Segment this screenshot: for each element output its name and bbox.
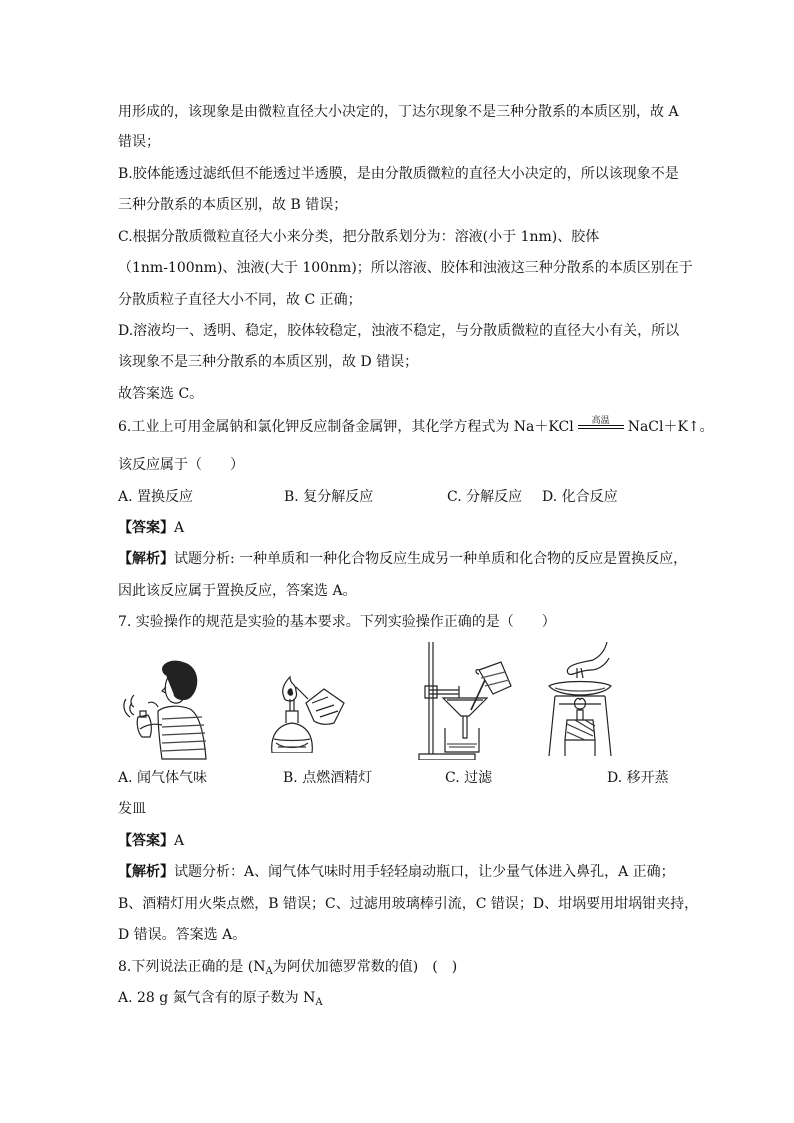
q6-answer	[118, 519, 184, 537]
reaction-condition-label: 高温	[591, 416, 610, 426]
q7-option-d-continued: 发皿	[118, 801, 146, 817]
q6-option-c: C. 分解反应	[447, 489, 523, 505]
filtration-illustration	[415, 640, 525, 760]
q8-option-a-subscript: A	[315, 997, 323, 1008]
q7-analysis-2: B、酒精灯用火柴点燃，B 错误；C、过滤用玻璃棒引流，C 错误；D、坩埚要用坩埚钳夹持，	[118, 896, 699, 912]
q5-analysis-line-3: B.胶体能透过滤纸但不能透过半透膜，是由分散质微粒的直径大小决定的，所以该现象不是	[118, 166, 679, 182]
q8-stem-suffix: 为阿伏加德罗常数的值) ( )	[272, 959, 458, 975]
q8-stem-subscript: A	[265, 966, 273, 977]
q5-analysis-line-8: D.溶液均一、透明、稳定，胶体较稳定，浊液不稳定，与分散质微粒的直径大小有关，所以	[118, 323, 680, 339]
q6-analysis-text-1: 试题分析: 一种单质和一种化合物反应生成另一种单质和化合物的反应是置换反应，	[174, 551, 688, 567]
q8-option-a	[118, 989, 323, 1012]
q6-option-a: A. 置换反应	[118, 489, 194, 505]
q6-analysis-1	[118, 550, 687, 568]
q6-analysis-2: 因此该反应属于置换反应，答案选 A。	[118, 583, 357, 599]
q6-stem-prefix: 6.工业上可用金属钠和氯化钾反应制备金属钾，其化学方程式为 Na＋KCl	[118, 419, 574, 435]
q7-analysis-text-1: 试题分析：A、闻气体气味时用手轻轻扇动瓶口，让少量气体进入鼻孔，A 正确；	[174, 864, 675, 880]
q7-analysis-1	[118, 863, 675, 881]
q6-answer-value: A	[174, 520, 185, 536]
q8-stem	[118, 958, 457, 981]
smell-gas-illustration	[118, 655, 210, 760]
q7-option-b: B. 点燃酒精灯	[283, 770, 373, 786]
q8-option-a-prefix: A. 28 g 氮气含有的原子数为 N	[118, 990, 316, 1006]
evaporating-dish-illustration	[545, 640, 625, 760]
q6-stem-suffix: NaCl＋K↑。	[627, 419, 714, 435]
q6-stem	[118, 418, 714, 436]
q6-stem-2: 该反应属于（ ）	[118, 457, 244, 473]
q7-answer-label: 【答案】	[118, 833, 174, 849]
q6-option-b: B. 复分解反应	[284, 489, 374, 505]
q7-analysis-3: D 错误。答案选 A。	[118, 927, 247, 943]
q5-analysis-line-10: 故答案选 C。	[118, 386, 204, 402]
q7-option-a: A. 闻气体气味	[118, 770, 208, 786]
alcohol-lamp-illustration	[268, 663, 348, 753]
q5-analysis-line-1: 用形成的，该现象是由微粒直径大小决定的，丁达尔现象不是三种分散系的本质区别，故 A	[118, 104, 679, 120]
q7-option-d: D. 移开蒸	[607, 770, 669, 786]
q6-analysis-label: 【解析】	[118, 551, 174, 567]
q8-stem-prefix: 8.下列说法正确的是 (N	[118, 959, 266, 975]
q6-answer-label: 【答案】	[118, 520, 174, 536]
q7-answer	[118, 832, 184, 850]
q7-answer-value: A	[174, 833, 185, 849]
q5-analysis-line-7: 分散质粒子直径大小不同，故 C 正确；	[118, 292, 362, 308]
q5-analysis-line-2: 错误；	[118, 134, 160, 150]
q5-analysis-line-6: （1nm-100nm)、浊液(大于 100nm)；所以溶液、胶体和浊液这三种分散系的本质区别在于	[118, 260, 693, 276]
q7-option-c: C. 过滤	[445, 770, 493, 786]
q6-option-d: D. 化合反应	[542, 489, 618, 505]
q5-analysis-line-9: 该现象不是三种分散系的本质区别，故 D 错误；	[118, 354, 419, 370]
q7-stem: 7. 实验操作的规范是实验的基本要求。下列实验操作正确的是（ ）	[118, 614, 556, 630]
q5-analysis-line-4: 三种分散系的本质区别，故 B 错误；	[118, 197, 348, 213]
q5-analysis-line-5: C.根据分散质微粒直径大小来分类，把分散系划分为：溶液(小于 1nm)、胶体	[118, 229, 600, 245]
reaction-condition-arrow	[574, 418, 628, 436]
q7-analysis-label: 【解析】	[118, 864, 174, 880]
